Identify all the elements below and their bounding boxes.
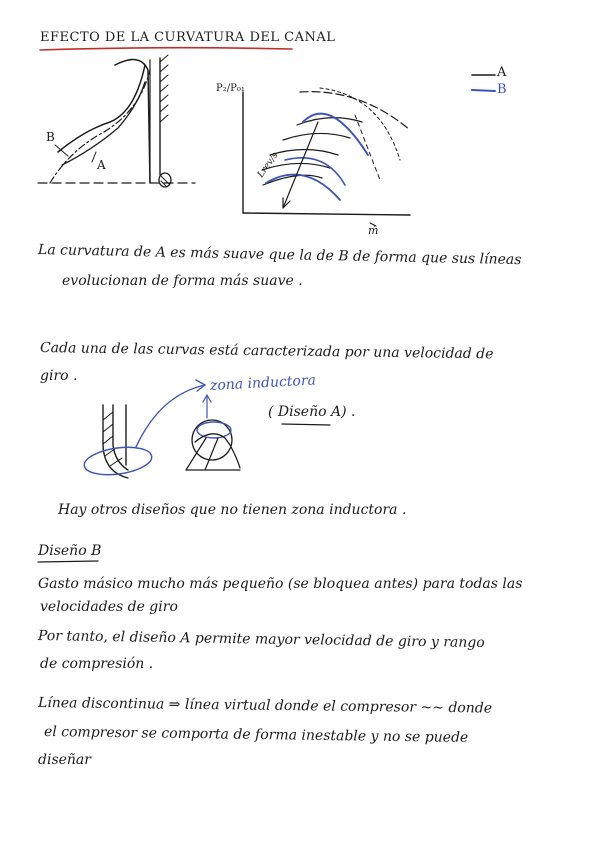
para1-line1: La curvatura de A es más suave que la de B de forma que sus líneas <box>37 242 522 269</box>
fig1-label-b: B <box>46 130 55 144</box>
zona-inductora-label: zona inductora <box>209 372 317 394</box>
para1-line2: evolucionan de forma más suave . <box>62 273 303 289</box>
b-line3: Por tanto, el diseño A permite mayor velocidad de giro y rango <box>37 628 485 652</box>
b-line4: de compresión . <box>40 656 154 672</box>
legend-a: A <box>497 65 507 80</box>
page-heading: EFECTO DE LA CURVATURA DEL CANAL <box>40 30 336 45</box>
c-line2: el compresor se comporta de forma inestable y no se puede <box>43 724 469 746</box>
x-axis-label: ṁ <box>368 224 379 237</box>
c-line3: diseñar <box>38 752 91 768</box>
b-line2: velocidades de giro <box>40 599 178 615</box>
para3: Hay otros diseños que no tienen zona inductora . <box>58 502 407 518</box>
para2-line2: giro . <box>40 368 78 384</box>
b-line1: Gasto másico mucho más pequeño (se bloquea antes) para todas las <box>38 576 523 592</box>
diseno-a-label: ( Diseño A) . <box>268 404 356 420</box>
fig1-label-a: A <box>97 158 106 172</box>
legend-b: B <box>497 82 507 97</box>
para2-line1: Cada una de las curvas está caracterizada por una velocidad de <box>39 340 494 363</box>
y-axis-label: P₂/P₀₁ <box>216 83 245 94</box>
speed-lines-label: Lrev/s <box>256 150 281 180</box>
diseno-b-heading: Diseño B <box>38 543 102 559</box>
c-line1: Línea discontinua ⇒ línea virtual donde el compresor ~~ donde <box>37 695 493 717</box>
